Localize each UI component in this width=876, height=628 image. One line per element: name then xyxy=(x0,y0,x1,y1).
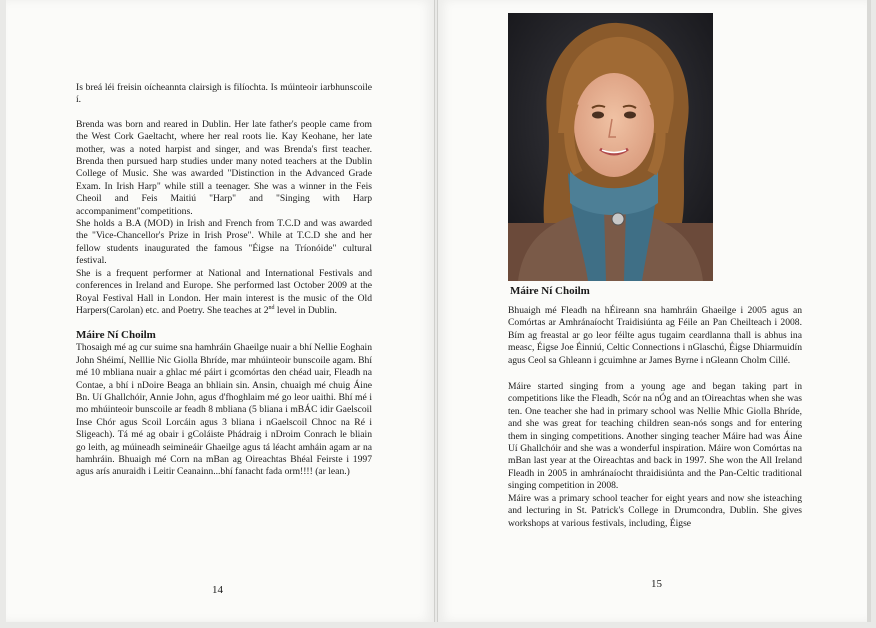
intro-paragraph: Is breá léi freisin oícheannta clairsigh is filíochta. Is múinteoir iarbhunscoile í. xyxy=(76,82,372,106)
left-text-column xyxy=(76,82,372,479)
brenda-paragraph-3 xyxy=(76,268,372,318)
level-number: 2 xyxy=(263,304,269,316)
page-number-right: 15 xyxy=(651,578,662,590)
english-paragraph-1: Máire started singing from a young age and began taking part in competitions like the Fleadh, Scór na nÓg and an tOireachtas when she was ten. One teacher she had in primary school was Nellie Mhic Giolla Bhríde, and she was great for teaching children sean-nós songs and for entering them in singing competitions. Another singing teacher Máire had was Áine Uí Ghallchóir and she was a wonderful inspiration. Máire won Comórtas na mBan last year at the Oireachtas and back in 1997. She won the All Ireland Fleadh in 2005 in amhránaíocht thraidisiúnta and the Pan-Celtic traditional singing competition in 2008. xyxy=(508,381,802,492)
brenda-paragraph-3-text: She is a frequent performer at National and International Festivals and conferences in Ireland and Europe. She performed last October 2009 at the Royal Festival Hall in London. Her main interest is the music of the Old Harpers(Carolan) etc. and Poetry. She teaches at xyxy=(76,267,372,316)
irish-bio-paragraph: Thosaigh mé ag cur suime sna hamhráin Ghaeilge nuair a bhí Nellie Eoghain John Shéimí, Nelllie Nic Giolla Bhríde, mar mhúinteoir bunscoile agam. Bhí mé 10 mbliana nuair a ghlac mé páirt i gcomórtas den chéad uair, Fleadh na Contae, a bhí i nDoire Beaga an bhliain sin. Ansin, chuaigh mé chuig Áine Bn. Uí Ghallchóir, Annie John, agus d'fhoghlaim mé go leor uaithi. Bhí mé i mo mhúinteoir bunscoile ar feadh 8 mbliana (5 bliana i mBÁC idir Gaelscoil Inse Chór agus Scoil Lorcáin agus 3 bliana i nGaelscoil Chnoc na Ré i Sligeach). Tá mé ag obair i gColáiste Phádraig i nDroim Conrach le bliain go leith, ag múineadh seimineáir Ghaeilge agus tá léacht amháin agam ar na hamhráin. Bhuaigh mé Corn na mBan ag Oireachtas Bhéal Feirste i 1997 agus arís anuraidh i Leitir Ceanainn...bhí fanacht fada orm!!!! (ar lean.) xyxy=(76,342,372,478)
left-page xyxy=(6,0,435,622)
portrait-photo xyxy=(508,13,713,281)
portrait-illustration xyxy=(508,13,713,281)
brenda-paragraph-1: Brenda was born and reared in Dublin. Her late father's people came from the West Cork Gaeltacht, where her real roots lie. Kay Keohane, her late mother, was a noted harpist and singer, and was Brenda's first teacher. Brenda then pursued harp studies under many noted teachers at the Dublin College of Music. She was awarded "Distinction in the Advanced Grade Exam. In Irish Harp" while still a teenager. She was a winner in the Feis Cheoil and Feis Maitiú "Harp" and "Singing with Harp accompaniment"competitions. xyxy=(76,118,372,217)
page-edge xyxy=(867,0,871,622)
section-heading: Máire Ní Choilm xyxy=(76,329,156,342)
brenda-paragraph-2: She holds a B.A (MOD) in Irish and French from T.C.D and was awarded the "Vice-Chancellor's Prize in Irish Prose". While at T.C.D she and her fellow students inaugurated the famous "Éigse na Tríonóide" cultural festival. xyxy=(76,218,372,267)
english-paragraph-2: Máire was a primary school teacher for eight years and now she isteaching and lecturing in St. Patrick's College in Drumcondra, Dublin. She gives workshops at various festivals, including, Éigse xyxy=(508,492,802,529)
right-text-column xyxy=(508,305,802,530)
level-superscript: nd xyxy=(268,304,275,311)
irish-paragraph: Bhuaigh mé Fleadh na hÉireann sna hamhráin Ghaeilge i 2005 agus an Comórtas ar Amhránaíocht Traidisiúnta ag Féile an Pan Cheilteach i 2008. Bím ag freastal ar go leor féilte agus tugaim ceardlanna thall is abhus ina measc, Éigse Joe Éinniú, Celtic Connections i nGlaschú, Éigse Dhiarmuidín agus Ceol sa Ghleann i gcuimhne ar James Byrne i nGleann Cholm Cillé. xyxy=(508,305,802,366)
level-rest: level in Dublin. xyxy=(274,304,337,316)
right-page xyxy=(437,0,868,622)
page-number-left: 14 xyxy=(212,584,223,596)
photo-caption: Máire Ní Choilm xyxy=(510,285,590,297)
